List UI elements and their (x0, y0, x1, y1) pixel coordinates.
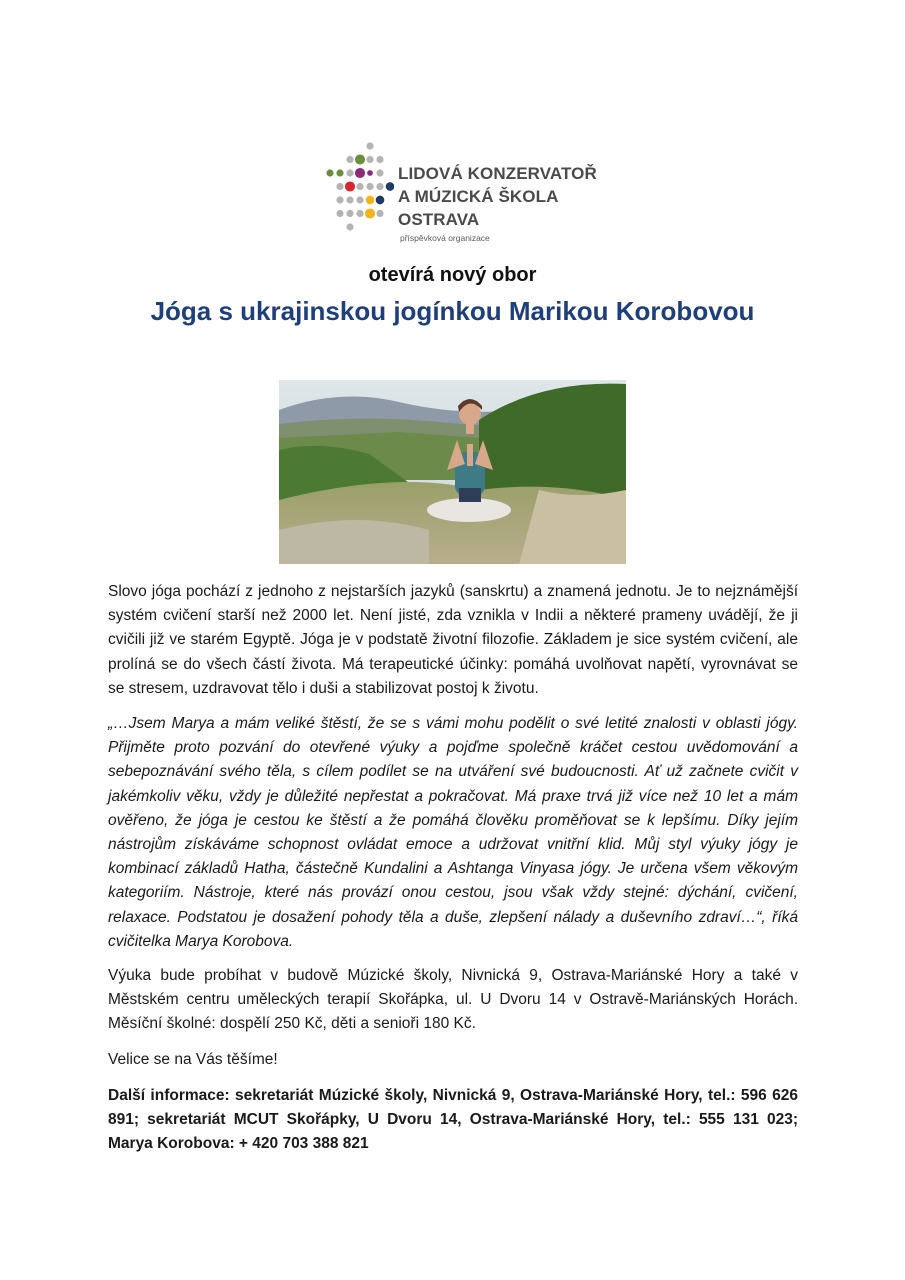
school-name (398, 162, 597, 231)
logo-dot (376, 169, 383, 176)
logo-dot (355, 168, 365, 178)
paragraph-contact: Další informace: sekretariát Múzické školy, Nivnická 9, Ostrava-Mariánské Hory, tel.: 596 626 891; sekretariát MCUT Skořápky, U Dvoru 14, Ostrava-Mariánské Hory, tel.: 555 131 023; Marya Korobova: + 420 703 388 821 (108, 1087, 798, 1153)
logo-dot (345, 181, 355, 191)
logo-dot (365, 208, 375, 218)
logo-dot (366, 183, 373, 190)
logo-dot (356, 183, 363, 190)
school-name-line-1: LIDOVÁ KONZERVATOŘ (398, 164, 597, 183)
paragraph-quote: „…Jsem Marya a mám veliké štěstí, že se s vámi mohu podělit o své letité znalosti v oblasti jógy. Přijměte proto pozvání do otevřené výuky a pojďme společně kráčet cestou uvědomování a sebepoznávání svého těla, s cílem podílet se na utváření své budoucnosti. Ať už začnete cvičit v jakémkoliv věku, vždy je důležité nepřestat a pokračovat. Má praxe trvá již více než 10 let a mám ověřeno, že jóga je cestou ke štěstí a že pomáhá člověku proměňovat se k lepšímu. Díky jejím nástrojům získáváme schopnost ovládat emoce a udržovat vnitřní klid. Můj styl výuky jógy je kombinací základů Hatha, částečně Kundalini a Ashtanga Vinyasa jógy. Je určena všem věkovým kategoriím. Nástroje, které nás provází onou cestou, jsou však vždy stejné: dýchání, cvičení, relaxace. Podstatou je dosažení pohody těla a duše, zlepšení nálady a duševního zdraví…“, říká cvičitelka Marya Korobova. (108, 715, 798, 950)
paragraph-greeting: Velice se na Vás těšíme! (108, 1051, 278, 1068)
logo-dot (346, 210, 353, 217)
yoga-photo (279, 380, 626, 564)
dot-grid-logo-icon (310, 138, 394, 242)
logo-dot (376, 210, 383, 217)
page-title: Jóga s ukrajinskou jogínkou Marikou Korobovou (150, 296, 755, 326)
logo-dot (346, 169, 353, 176)
logo-dot (346, 156, 353, 163)
logo-dot (346, 196, 353, 203)
logo-dot (367, 170, 373, 176)
logo-dot (376, 196, 385, 205)
logo-dot (336, 210, 343, 217)
logo-dot (356, 210, 363, 217)
logo-dot (326, 169, 333, 176)
school-org-type: příspěvková organizace (400, 233, 490, 243)
page-subtitle: otevírá nový obor (368, 264, 537, 286)
logo-dot (376, 183, 383, 190)
school-name-line-3: OSTRAVA (398, 210, 480, 229)
logo-dot (366, 156, 373, 163)
logo-dot (336, 183, 343, 190)
school-name-line-2: A MÚZICKÁ ŠKOLA (398, 187, 559, 206)
logo-dot (346, 223, 353, 230)
paragraph-intro: Slovo jóga pochází z jednoho z nejstarších jazyků (sanskrtu) a znamená jednotu. Je to nejznámější systém cvičení starší než 2000 let. Není jisté, zda vznikla v Indii a některé prameny uvádějí, že ji cvičili již ve starém Egyptě. Jóga je v podstatě životní filozofie. Základem je sice systém cvičení, ale prolíná se do všech částí života. Má terapeutické účinky: pomáhá uvolňovat napětí, vyrovnávat se se stresem, uzdravovat tělo i duši a stabilizovat postoj k životu. (108, 583, 798, 697)
logo-dot (386, 182, 394, 191)
school-logo (310, 138, 600, 248)
logo-dot (366, 196, 375, 205)
logo-dot (376, 156, 383, 163)
logo-dot (336, 169, 343, 176)
paragraph-location: Výuka bude probíhat v budově Múzické školy, Nivnická 9, Ostrava-Mariánské Hory a také v Městském centru uměleckých terapií Skořápka, ul. U Dvoru 14 v Ostravě-Mariánských Horách. Měsíční školné: dospělí 250 Kč, děti a senioři 180 Kč. (108, 967, 798, 1033)
logo-dot (356, 196, 363, 203)
logo-dot (366, 142, 373, 149)
yoga-woman-meditating-photo (279, 380, 626, 564)
logo-dot (355, 154, 365, 164)
logo-dot (336, 196, 343, 203)
